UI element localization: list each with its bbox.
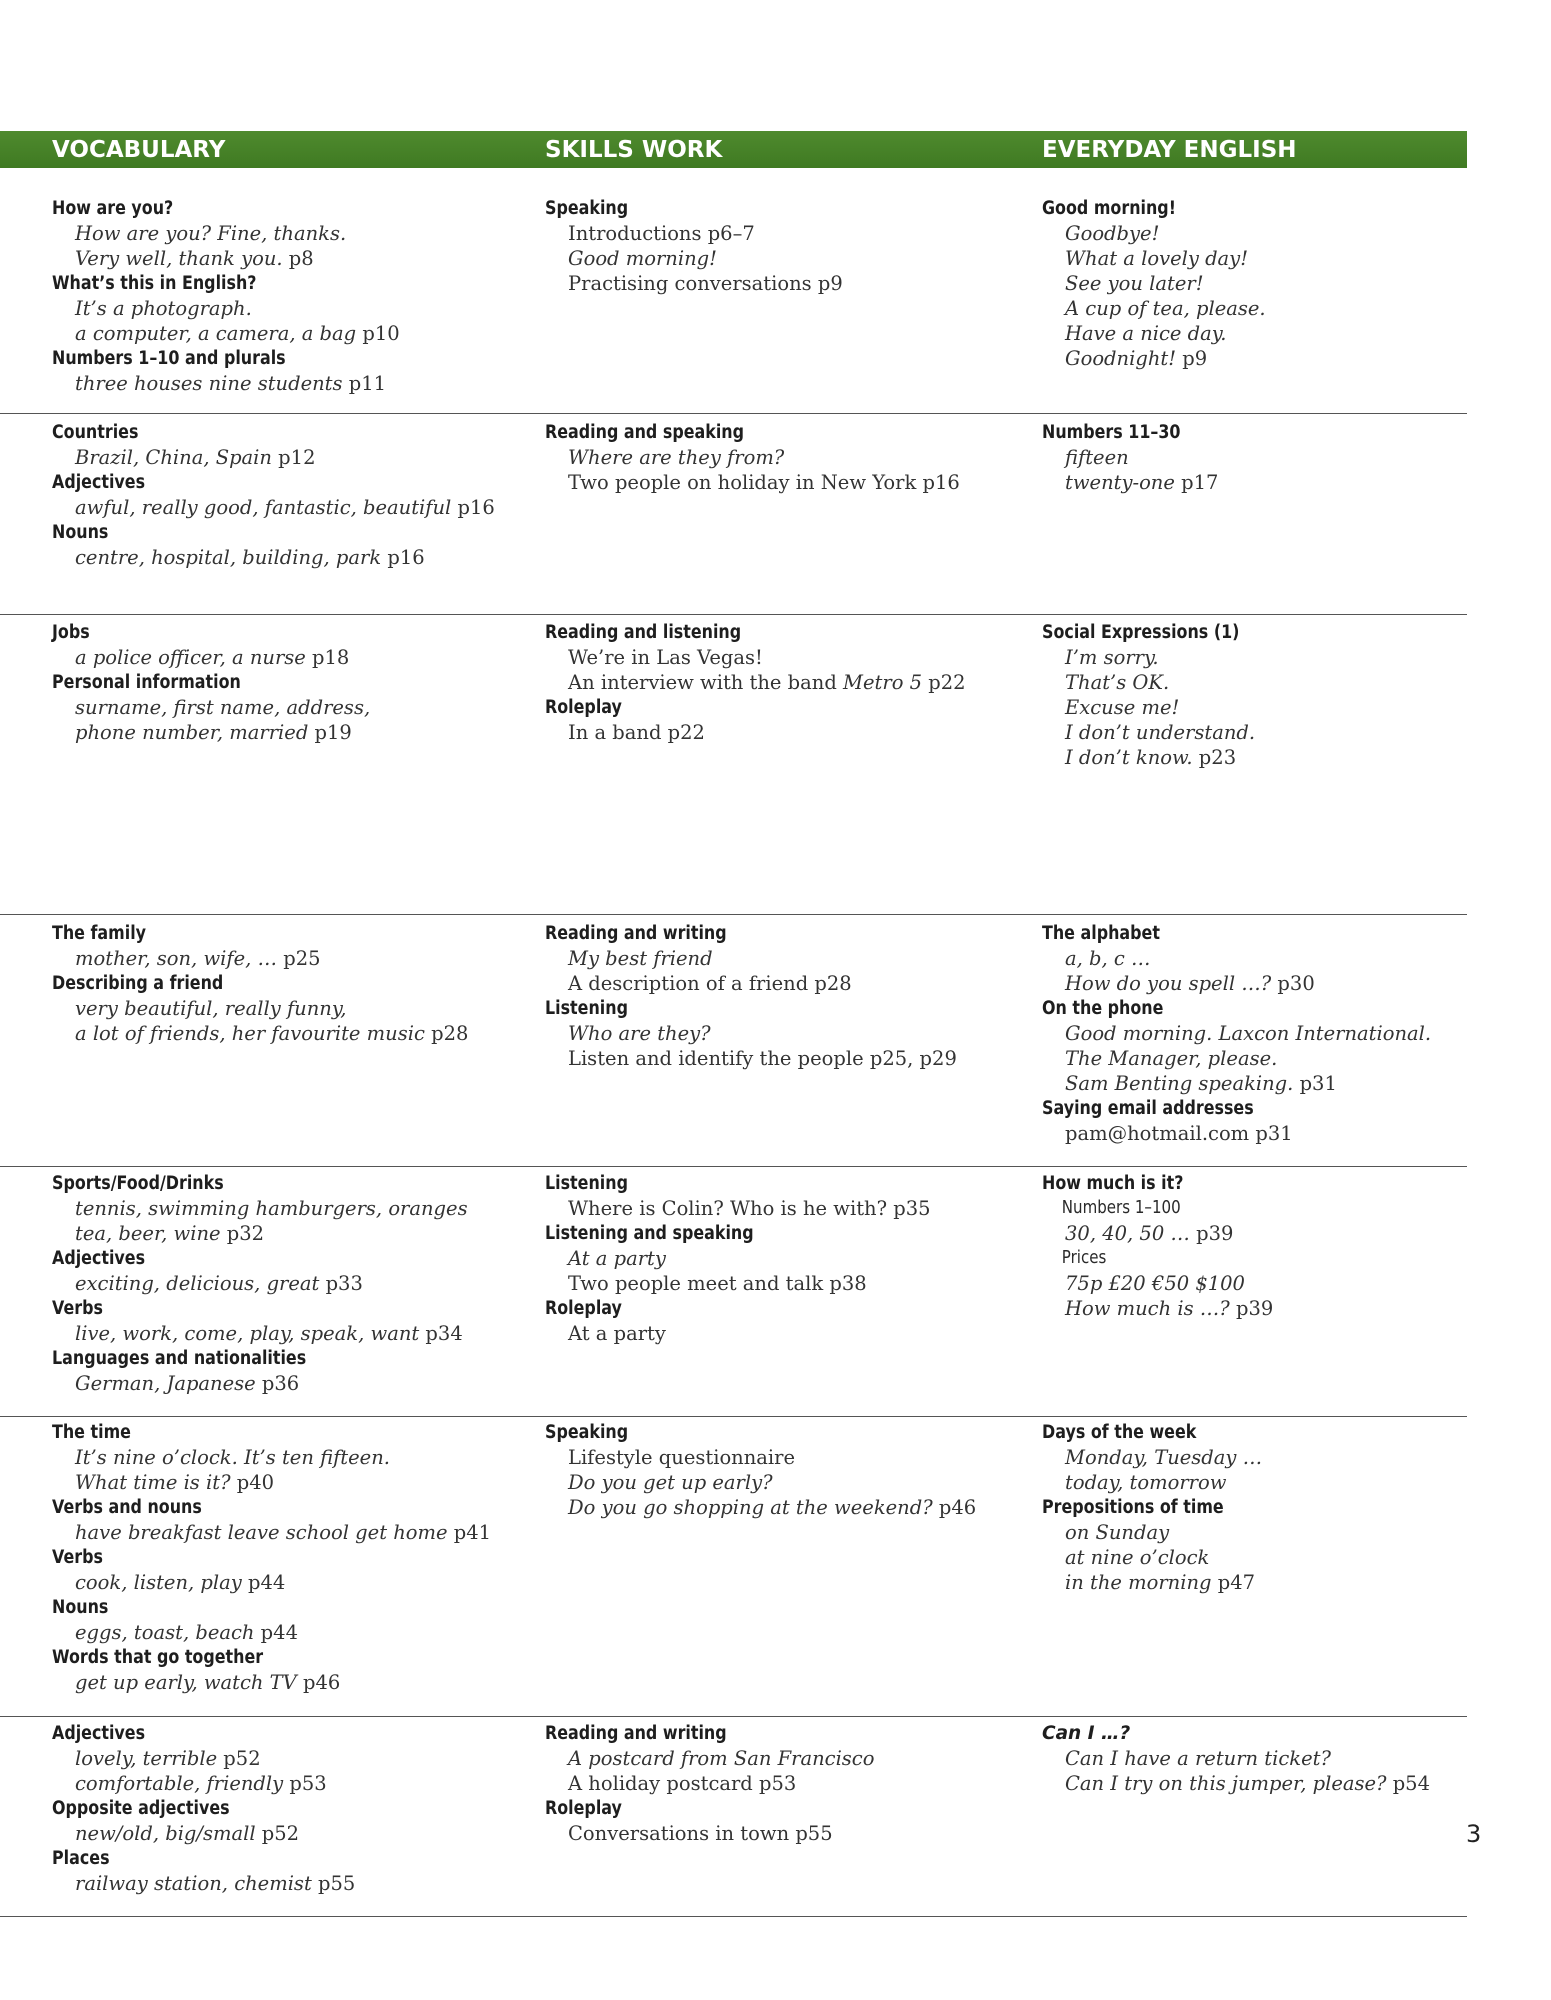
example-text: tea, beer, wine xyxy=(75,1222,221,1245)
example-text: I don’t understand. xyxy=(1065,721,1256,744)
entry-line xyxy=(1042,1296,1462,1321)
everyday-english-cell xyxy=(1042,921,1462,1146)
page-reference: p8 xyxy=(282,247,314,270)
section-heading: Listening xyxy=(545,1173,628,1194)
page-reference: p41 xyxy=(447,1521,492,1544)
section-heading: Numbers 1–10 and plurals xyxy=(52,348,286,369)
column-header-bar xyxy=(0,131,1467,168)
example-text: mother, son, wife, … xyxy=(75,947,278,970)
sub-heading: Numbers 1–100 xyxy=(1061,1198,1181,1218)
example-text: A cup of tea, please. xyxy=(1065,297,1266,320)
section-heading: Social Expressions (1) xyxy=(1042,622,1240,643)
section-heading: Sports/Food/Drinks xyxy=(52,1173,224,1194)
entry-line xyxy=(1042,971,1462,996)
section-heading: Saying email addresses xyxy=(1042,1098,1254,1119)
section-heading: Reading and writing xyxy=(545,1723,727,1744)
page-reference: p47 xyxy=(1211,1571,1256,1594)
page-reference: p33 xyxy=(319,1272,363,1295)
unit-row xyxy=(0,196,1467,414)
example-text: A postcard from San Francisco xyxy=(568,1747,875,1770)
section-heading: The alphabet xyxy=(1042,923,1160,944)
example-text: have breakfast leave school get home xyxy=(75,1521,448,1544)
example-text: Who are they? xyxy=(568,1022,711,1045)
entry-line xyxy=(52,1821,532,1846)
example-text: See you later! xyxy=(1065,272,1204,295)
page-reference: p52 xyxy=(255,1822,300,1845)
example-text: Do you go shopping at the weekend? xyxy=(568,1496,933,1519)
example-text: At a party xyxy=(568,1247,666,1270)
entry-line xyxy=(52,371,532,396)
page-reference: p46 xyxy=(932,1496,977,1519)
example-text: a, b, c … xyxy=(1065,947,1151,970)
example-text: twenty-one xyxy=(1065,471,1175,494)
vocabulary-cell xyxy=(52,620,532,745)
section-heading: Nouns xyxy=(52,1597,109,1618)
everyday-english-cell xyxy=(1042,1420,1462,1595)
entry-line xyxy=(52,1746,532,1771)
example-text: tennis, swimming hamburgers, oranges xyxy=(75,1197,468,1220)
example-text: How are you? Fine, thanks. xyxy=(75,222,347,245)
example-text: on Sunday xyxy=(1065,1521,1170,1544)
section-heading: Languages and nationalities xyxy=(52,1348,307,1369)
example-text: Where are they from? xyxy=(568,446,785,469)
example-text: cook, listen, play xyxy=(75,1571,242,1594)
example-text: phone number, married xyxy=(75,721,309,744)
page-reference: p10 xyxy=(356,322,400,345)
page-reference: p12 xyxy=(271,446,316,469)
column-header-vocabulary: VOCABULARY xyxy=(52,137,226,163)
page-reference: p54 xyxy=(1386,1772,1430,1795)
column-header-skills-work: SKILLS WORK xyxy=(545,137,723,163)
entry-line xyxy=(545,670,1030,695)
example-text: What time is it? xyxy=(75,1471,231,1494)
entry-line xyxy=(52,946,532,971)
entry-line xyxy=(52,495,532,520)
vocabulary-cell xyxy=(52,921,532,1046)
example-text: at nine o’clock xyxy=(1065,1546,1210,1569)
example-text: new/old, big/small xyxy=(75,1822,256,1845)
page-reference: p44 xyxy=(254,1621,298,1644)
entry-text: pam@hotmail.com p31 xyxy=(1065,1122,1293,1145)
example-text: Metro 5 xyxy=(843,671,923,694)
page-reference: p31 xyxy=(1293,1072,1337,1095)
section-heading: Places xyxy=(52,1848,110,1869)
example-text: today, tomorrow xyxy=(1065,1471,1227,1494)
example-text: Excuse me! xyxy=(1065,696,1180,719)
section-heading: Listening xyxy=(545,998,628,1019)
everyday-english-cell xyxy=(1042,196,1462,371)
example-text: a police officer, a nurse xyxy=(75,646,306,669)
entry-line xyxy=(545,1495,1030,1520)
everyday-english-cell xyxy=(1042,620,1462,770)
example-text: a computer, a camera, a bag xyxy=(75,322,357,345)
example-text: a lot of friends, her favourite music xyxy=(75,1022,425,1045)
section-heading: Verbs and nouns xyxy=(52,1497,202,1518)
section-heading: Jobs xyxy=(52,622,90,643)
entry-text: We’re in Las Vegas! xyxy=(568,646,763,669)
page-reference: p44 xyxy=(241,1571,286,1594)
section-heading: Speaking xyxy=(545,1422,629,1443)
page-reference: p16 xyxy=(381,546,425,569)
section-heading: Prepositions of time xyxy=(1042,1497,1224,1518)
skills-work-cell xyxy=(545,1420,1030,1520)
entry-line xyxy=(1042,745,1462,770)
section-heading: The time xyxy=(52,1422,131,1443)
section-heading: Roleplay xyxy=(545,697,622,718)
section-heading: On the phone xyxy=(1042,998,1164,1019)
unit-row xyxy=(0,1420,1467,1717)
example-text: in the morning xyxy=(1065,1571,1212,1594)
page-reference: p36 xyxy=(255,1372,300,1395)
entry-text: A description of a friend p28 xyxy=(568,972,852,995)
example-text: What a lovely day! xyxy=(1065,247,1249,270)
entry-text: Conversations in town p55 xyxy=(568,1822,833,1845)
example-text: The Manager, please. xyxy=(1065,1047,1278,1070)
example-text: awful, really good, fantastic, beautiful xyxy=(75,496,452,519)
section-heading: Numbers 11–30 xyxy=(1042,422,1181,443)
example-text: get up early, watch TV xyxy=(75,1671,297,1694)
entry-line xyxy=(1042,1771,1462,1796)
entry-line xyxy=(52,246,532,271)
example-text: eggs, toast, beach xyxy=(75,1621,255,1644)
unit-row xyxy=(0,420,1467,615)
entry-text: Two people meet and talk p38 xyxy=(568,1272,867,1295)
example-text: Monday, Tuesday … xyxy=(1065,1446,1263,1469)
entry-line xyxy=(52,720,532,745)
section-heading: Words that go together xyxy=(52,1647,264,1668)
vocabulary-cell xyxy=(52,1420,532,1695)
page-reference: p40 xyxy=(230,1471,275,1494)
entry-line xyxy=(52,1620,532,1645)
example-text: Have a nice day. xyxy=(1065,322,1227,345)
entry-text: In a band p22 xyxy=(568,721,705,744)
section-heading: Days of the week xyxy=(1042,1422,1197,1443)
entry-line xyxy=(1042,1221,1462,1246)
example-text: Goodnight! xyxy=(1065,347,1177,370)
vocabulary-cell xyxy=(52,1721,532,1896)
vocabulary-cell xyxy=(52,1171,532,1396)
section-heading: Nouns xyxy=(52,522,109,543)
entry-line xyxy=(52,545,532,570)
unit-row xyxy=(0,921,1467,1167)
page-reference: p28 xyxy=(424,1022,469,1045)
entry-line xyxy=(1042,1570,1462,1595)
section-heading: Roleplay xyxy=(545,1798,622,1819)
page-reference: p34 xyxy=(419,1322,463,1345)
page-reference: p18 xyxy=(305,646,350,669)
section-heading: Adjectives xyxy=(52,1248,146,1269)
entry-line xyxy=(52,1771,532,1796)
example-text: It’s a photograph. xyxy=(75,297,252,320)
section-heading: Personal information xyxy=(52,672,241,693)
unit-row xyxy=(0,1721,1467,1917)
section-heading: Reading and speaking xyxy=(545,422,745,443)
entry-line xyxy=(52,1570,532,1595)
example-text: 30, 40, 50 … xyxy=(1065,1222,1190,1245)
entry-line xyxy=(52,1371,532,1396)
page-reference: p16 xyxy=(451,496,495,519)
example-text: German, Japanese xyxy=(75,1372,256,1395)
entry-line xyxy=(52,1221,532,1246)
vocabulary-cell xyxy=(52,420,532,570)
example-text: railway station, chemist xyxy=(75,1872,312,1895)
section-heading: How are you? xyxy=(52,198,174,219)
example-text: My best friend xyxy=(568,947,713,970)
example-text: It’s nine o’clock. It’s ten fifteen. xyxy=(75,1446,390,1469)
entry-line xyxy=(52,1871,532,1896)
example-text: 75p £20 €50 $100 xyxy=(1065,1272,1245,1295)
example-text: three houses nine students xyxy=(75,372,343,395)
entry-text: Two people on holiday in New York p16 xyxy=(568,471,960,494)
entry-line xyxy=(52,321,532,346)
page-reference: p39 xyxy=(1189,1222,1234,1245)
entry-text: A holiday postcard p53 xyxy=(568,1772,797,1795)
sub-heading: Prices xyxy=(1061,1248,1107,1268)
entry-line xyxy=(1042,346,1462,371)
everyday-english-cell xyxy=(1042,1721,1462,1796)
example-text: lovely, terrible xyxy=(75,1747,218,1770)
everyday-english-cell xyxy=(1042,1171,1462,1321)
page-reference: p19 xyxy=(308,721,352,744)
example-text: I don’t know. xyxy=(1065,746,1193,769)
section-heading: Listening and speaking xyxy=(545,1223,754,1244)
section-heading: Good morning! xyxy=(1042,198,1176,219)
entry-line xyxy=(52,1520,532,1545)
entry-text: Where is Colin? Who is he with? p35 xyxy=(568,1197,931,1220)
page-reference: p23 xyxy=(1192,746,1237,769)
entry-text: Lifestyle questionnaire xyxy=(568,1446,796,1469)
unit-row xyxy=(0,620,1467,915)
page-reference: p22 xyxy=(922,671,966,694)
page-reference: p32 xyxy=(220,1222,265,1245)
section-heading: Countries xyxy=(52,422,139,443)
page-reference: p9 xyxy=(1176,347,1208,370)
page-number: 3 xyxy=(1466,1820,1482,1848)
entry-line xyxy=(52,1321,532,1346)
section-heading: Adjectives xyxy=(52,472,146,493)
section-heading: Verbs xyxy=(52,1547,103,1568)
entry-text: Listen and identify the people p25, p29 xyxy=(568,1047,957,1070)
everyday-english-cell xyxy=(1042,420,1462,495)
page-reference: p55 xyxy=(311,1872,356,1895)
example-text: comfortable, friendly xyxy=(75,1772,284,1795)
page-reference: p30 xyxy=(1271,972,1315,995)
vocabulary-cell xyxy=(52,196,532,396)
skills-work-cell xyxy=(545,921,1030,1071)
section-heading: What’s this in English? xyxy=(52,273,257,294)
example-text: Can I have a return ticket? xyxy=(1065,1747,1331,1770)
page-reference: p39 xyxy=(1229,1297,1274,1320)
entry-text: Introductions p6–7 xyxy=(568,222,755,245)
example-text: Do you get up early? xyxy=(568,1471,773,1494)
page-reference: p11 xyxy=(342,372,387,395)
example-text: fifteen xyxy=(1065,446,1129,469)
example-text: centre, hospital, building, park xyxy=(75,546,382,569)
example-text: very beautiful, really funny, xyxy=(75,997,347,1020)
skills-work-cell xyxy=(545,1171,1030,1346)
section-heading: Describing a friend xyxy=(52,973,224,994)
entry-line xyxy=(52,445,532,470)
section-heading: Can I …? xyxy=(1042,1723,1131,1744)
example-text: Can I try on this jumper, please? xyxy=(1065,1772,1387,1795)
section-heading: Verbs xyxy=(52,1298,103,1319)
entry-text: At a party xyxy=(568,1322,666,1345)
example-text: Good morning. Laxcon International. xyxy=(1065,1022,1432,1045)
section-heading: Roleplay xyxy=(545,1298,622,1319)
page-reference: An interview with the band xyxy=(568,671,844,694)
example-text: live, work, come, play, speak, want xyxy=(75,1322,420,1345)
page-reference: p17 xyxy=(1174,471,1219,494)
column-header-everyday-english: EVERYDAY ENGLISH xyxy=(1042,137,1297,163)
example-text: How do you spell …? xyxy=(1065,972,1272,995)
entry-line xyxy=(52,1271,532,1296)
skills-work-cell xyxy=(545,420,1030,495)
entry-line xyxy=(52,1470,532,1495)
skills-work-cell xyxy=(545,196,1030,296)
section-heading: Adjectives xyxy=(52,1723,146,1744)
page-reference: p53 xyxy=(283,1772,327,1795)
section-heading: Opposite adjectives xyxy=(52,1798,230,1819)
example-text: surname, first name, address, xyxy=(75,696,371,719)
entry-line xyxy=(52,1670,532,1695)
section-heading: The family xyxy=(52,923,147,944)
entry-line xyxy=(52,645,532,670)
example-text: How much is …? xyxy=(1065,1297,1230,1320)
entry-text: Practising conversations p9 xyxy=(568,272,843,295)
entry-line xyxy=(1042,1071,1462,1096)
section-heading: Reading and listening xyxy=(545,622,742,643)
page-reference: p52 xyxy=(217,1747,261,1770)
example-text: Brazil, China, Spain xyxy=(75,446,272,469)
example-text: Sam Benting speaking. xyxy=(1065,1072,1294,1095)
entry-line xyxy=(52,1021,532,1046)
section-heading: Reading and writing xyxy=(545,923,727,944)
skills-work-cell xyxy=(545,620,1030,745)
example-text: Good morning! xyxy=(568,247,717,270)
section-heading: How much is it? xyxy=(1042,1173,1184,1194)
section-heading: Speaking xyxy=(545,198,629,219)
example-text: Very well, thank you. xyxy=(75,247,283,270)
entry-line xyxy=(1042,470,1462,495)
example-text: exciting, delicious, great xyxy=(75,1272,320,1295)
page-reference: p25 xyxy=(277,947,321,970)
example-text: Goodbye! xyxy=(1065,222,1160,245)
page-reference: p46 xyxy=(296,1671,341,1694)
example-text: That’s OK. xyxy=(1065,671,1170,694)
example-text: I’m sorry. xyxy=(1065,646,1159,669)
skills-work-cell xyxy=(545,1721,1030,1846)
unit-row xyxy=(0,1171,1467,1417)
